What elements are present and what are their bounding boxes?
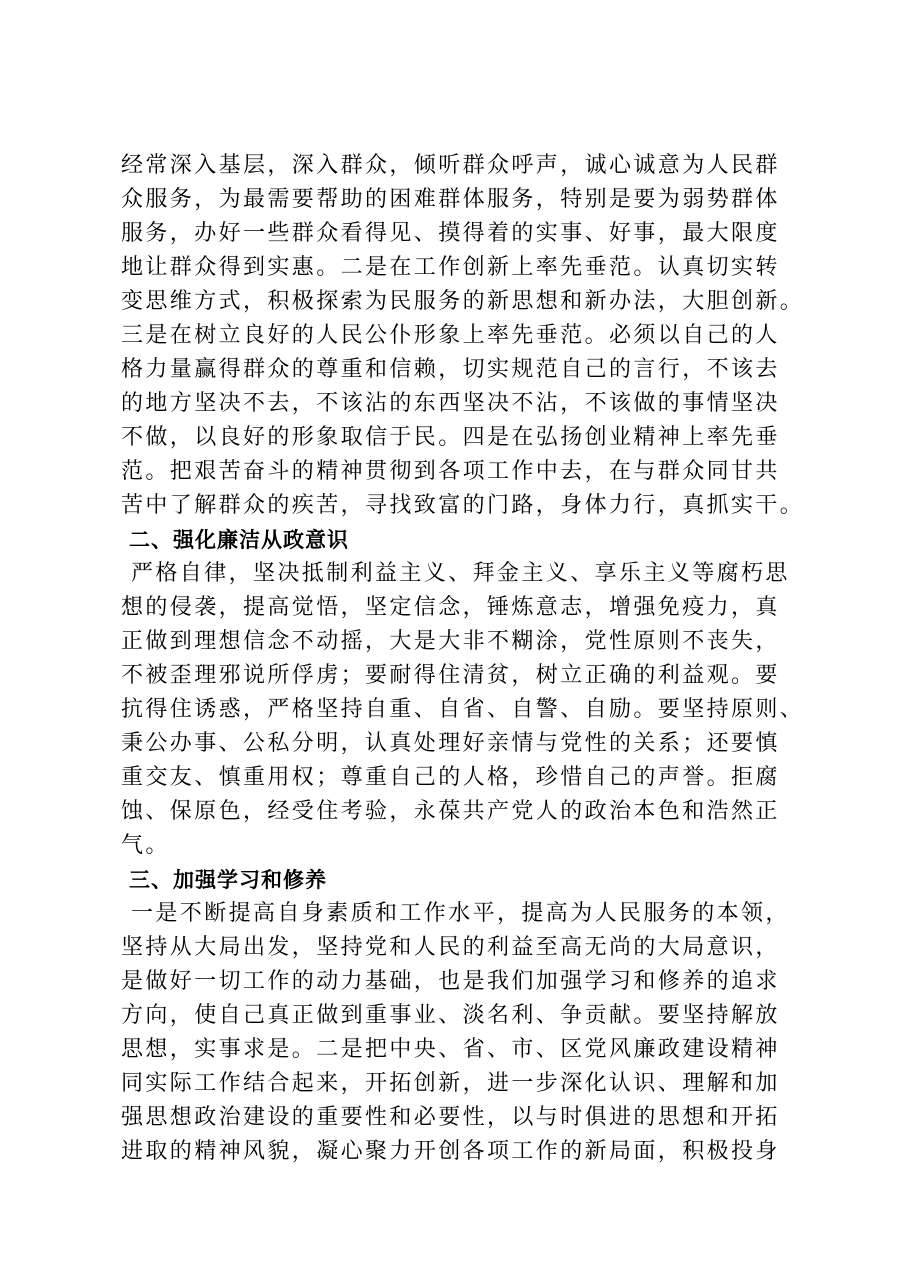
paragraph-line: 范。把艰苦奋斗的精神贯彻到各项工作中去，在与群众同甘共: [121, 459, 780, 484]
paragraph-line: 服务，办好一些群众看得见、摸得着的实事、好事，最大限度: [121, 221, 780, 246]
paragraph-line: 进取的精神风貌，凝心聚力开创各项工作的新局面，积极投身: [121, 1139, 780, 1164]
paragraph-line: 想的侵袭，提高觉悟，坚定信念，锤炼意志，增强免疫力，真: [121, 595, 780, 620]
paragraph-line: 经常深入基层，深入群众，倾听群众呼声，诚心诚意为人民群: [121, 153, 780, 178]
paragraph-line: 三是在树立良好的人民公仆形象上率先垂范。必须以自己的人: [121, 323, 780, 348]
paragraph-line: 众服务，为最需要帮助的困难群体服务，特别是要为弱势群体: [121, 187, 780, 212]
section-heading: 三、加强学习和修养: [129, 868, 327, 892]
paragraph-line: 地让群众得到实惠。二是在工作创新上率先垂范。认真切实转: [121, 255, 780, 280]
document-body: [121, 149, 811, 1169]
paragraph-line: 蚀、保原色，经受住考验，永葆共产党人的政治本色和浩然正: [121, 799, 780, 824]
paragraph-line: 一是不断提高自身素质和工作水平，提高为人民服务的本领，: [131, 901, 790, 926]
paragraph-line: 的地方坚决不去，不该沾的东西坚决不沾，不该做的事情坚决: [121, 391, 780, 416]
paragraph-line: 气。: [121, 833, 170, 858]
paragraph-line: 不被歪理邪说所俘虏；要耐得住清贫，树立正确的利益观。要: [121, 663, 780, 688]
paragraph-line: 是做好一切工作的动力基础，也是我们加强学习和修养的追求: [121, 969, 780, 994]
paragraph-line: 格力量赢得群众的尊重和信赖，切实规范自己的言行，不该去: [121, 357, 780, 382]
paragraph-line: 正做到理想信念不动摇，大是大非不糊涂，党性原则不丧失，: [121, 629, 780, 654]
paragraph-line: 重交友、慎重用权；尊重自己的人格，珍惜自己的声誉。拒腐: [121, 765, 780, 790]
paragraph-line: 思想，实事求是。二是把中央、省、市、区党风廉政建设精神: [121, 1037, 780, 1062]
paragraph-line: 强思想政治建设的重要性和必要性，以与时俱进的思想和开拓: [121, 1105, 780, 1130]
section-heading: 二、强化廉洁从政意识: [129, 528, 349, 552]
paragraph-line: 抗得住诱惑，严格坚持自重、自省、自警、自励。要坚持原则、: [121, 697, 805, 722]
paragraph-line: 坚持从大局出发，坚持党和人民的利益至高无尚的大局意识，: [121, 935, 780, 960]
paragraph-line: 同实际工作结合起来，开拓创新，进一步深化认识、理解和加: [121, 1071, 780, 1096]
paragraph-line: 严格自律，坚决抵制利益主义、拜金主义、享乐主义等腐朽思: [131, 561, 790, 586]
paragraph-line: 秉公办事、公私分明，认真处理好亲情与党性的关系；还要慎: [121, 731, 780, 756]
paragraph-line: 苦中了解群众的疾苦，寻找致富的门路，身体力行，真抓实干。: [121, 493, 805, 518]
paragraph-line: 不做，以良好的形象取信于民。四是在弘扬创业精神上率先垂: [121, 425, 780, 450]
paragraph-line: 方向，使自己真正做到重事业、淡名利、争贡献。要坚持解放: [121, 1003, 780, 1028]
paragraph-line: 变思维方式，积极探索为民服务的新思想和新办法，大胆创新。: [121, 289, 805, 314]
